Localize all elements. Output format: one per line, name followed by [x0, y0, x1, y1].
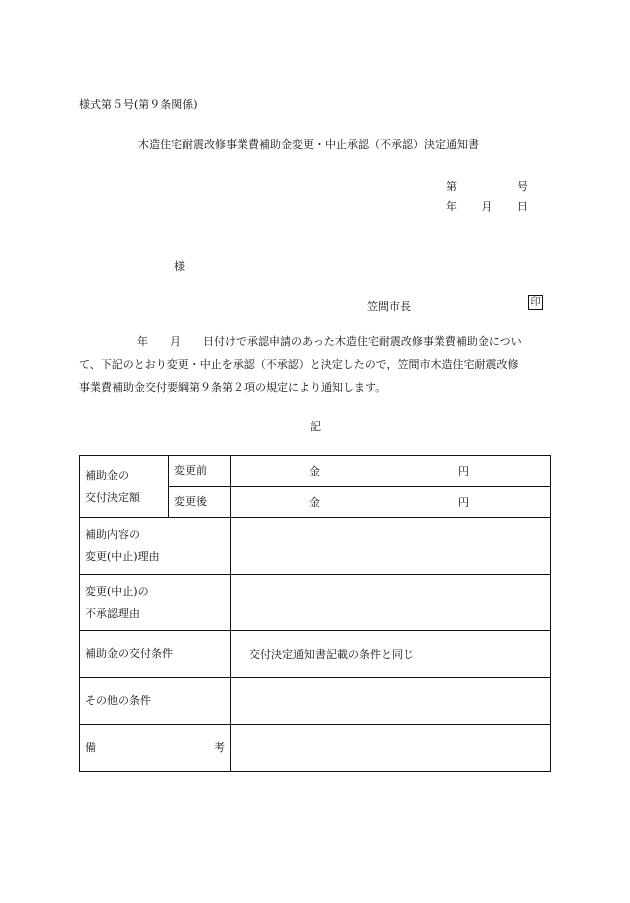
condition-label: 補助金の交付条件 [80, 631, 231, 678]
document-title: 木造住宅耐震改修事業費補助金変更・中止承認（不承認）決定通知書 [138, 138, 479, 151]
go-label: 号 [517, 180, 528, 193]
before-change-label: 変更前 [169, 456, 231, 487]
other-conditions-value[interactable] [231, 678, 551, 725]
body-month: 月 [170, 335, 181, 348]
yen-label: 円 [458, 496, 469, 509]
body-line-3: 事業費補助金交付要綱第９条第２項の規定により通知します。 [79, 381, 387, 394]
condition-value: 交付決定通知書記載の条件と同じ [231, 631, 551, 678]
before-change-amount[interactable] [231, 456, 551, 487]
date-line [446, 198, 528, 214]
content-reason-label: 補助内容の 変更(中止)理由 [80, 518, 231, 575]
grant-amount-label-line-1: 補助金の [85, 468, 129, 482]
grant-amount-label [80, 456, 169, 518]
kin-label: 金 [309, 496, 320, 509]
dai-label: 第 [446, 180, 457, 193]
document-number-line [446, 178, 528, 194]
yen-label: 円 [458, 465, 469, 478]
table-row [80, 456, 551, 487]
body-line-2: て、下記のとおり変更・中止を承認（不承認）と決定したので，笠間市木造住宅耐震改修 [79, 358, 519, 371]
body-paragraph [79, 330, 551, 399]
remarks-value[interactable] [231, 725, 551, 772]
table-row [80, 678, 551, 725]
table-row [80, 725, 551, 772]
body-line-1-rest: 日付けで承認申請のあった木造住宅耐震改修事業費補助金につい [203, 335, 522, 348]
sender-name: 笠間市長 [367, 300, 411, 313]
table-row [80, 518, 551, 575]
kin-label: 金 [309, 465, 320, 478]
grant-amount-label-line-2: 交付決定額 [85, 490, 140, 504]
month-label: 月 [481, 200, 493, 213]
table-row [80, 631, 551, 678]
ki-heading: 記 [310, 420, 321, 433]
after-change-label: 変更後 [169, 487, 231, 518]
table-row [80, 575, 551, 631]
reject-reason-label: 変更(中止)の 不承認理由 [80, 575, 231, 631]
body-year: 年 [137, 335, 148, 348]
details-table [79, 455, 551, 772]
other-conditions-label: その他の条件 [80, 678, 231, 725]
seal-mark: 印 [528, 295, 543, 310]
after-change-amount[interactable] [231, 487, 551, 518]
addressee-suffix: 様 [174, 260, 185, 273]
form-number: 様式第５号(第９条関係) [79, 98, 198, 111]
day-label: 日 [517, 200, 528, 213]
body-line-1 [79, 330, 551, 353]
content-reason-value[interactable] [231, 518, 551, 575]
reject-reason-value[interactable] [231, 575, 551, 631]
year-label: 年 [446, 200, 457, 213]
remarks-label: 備 考 [80, 725, 231, 772]
